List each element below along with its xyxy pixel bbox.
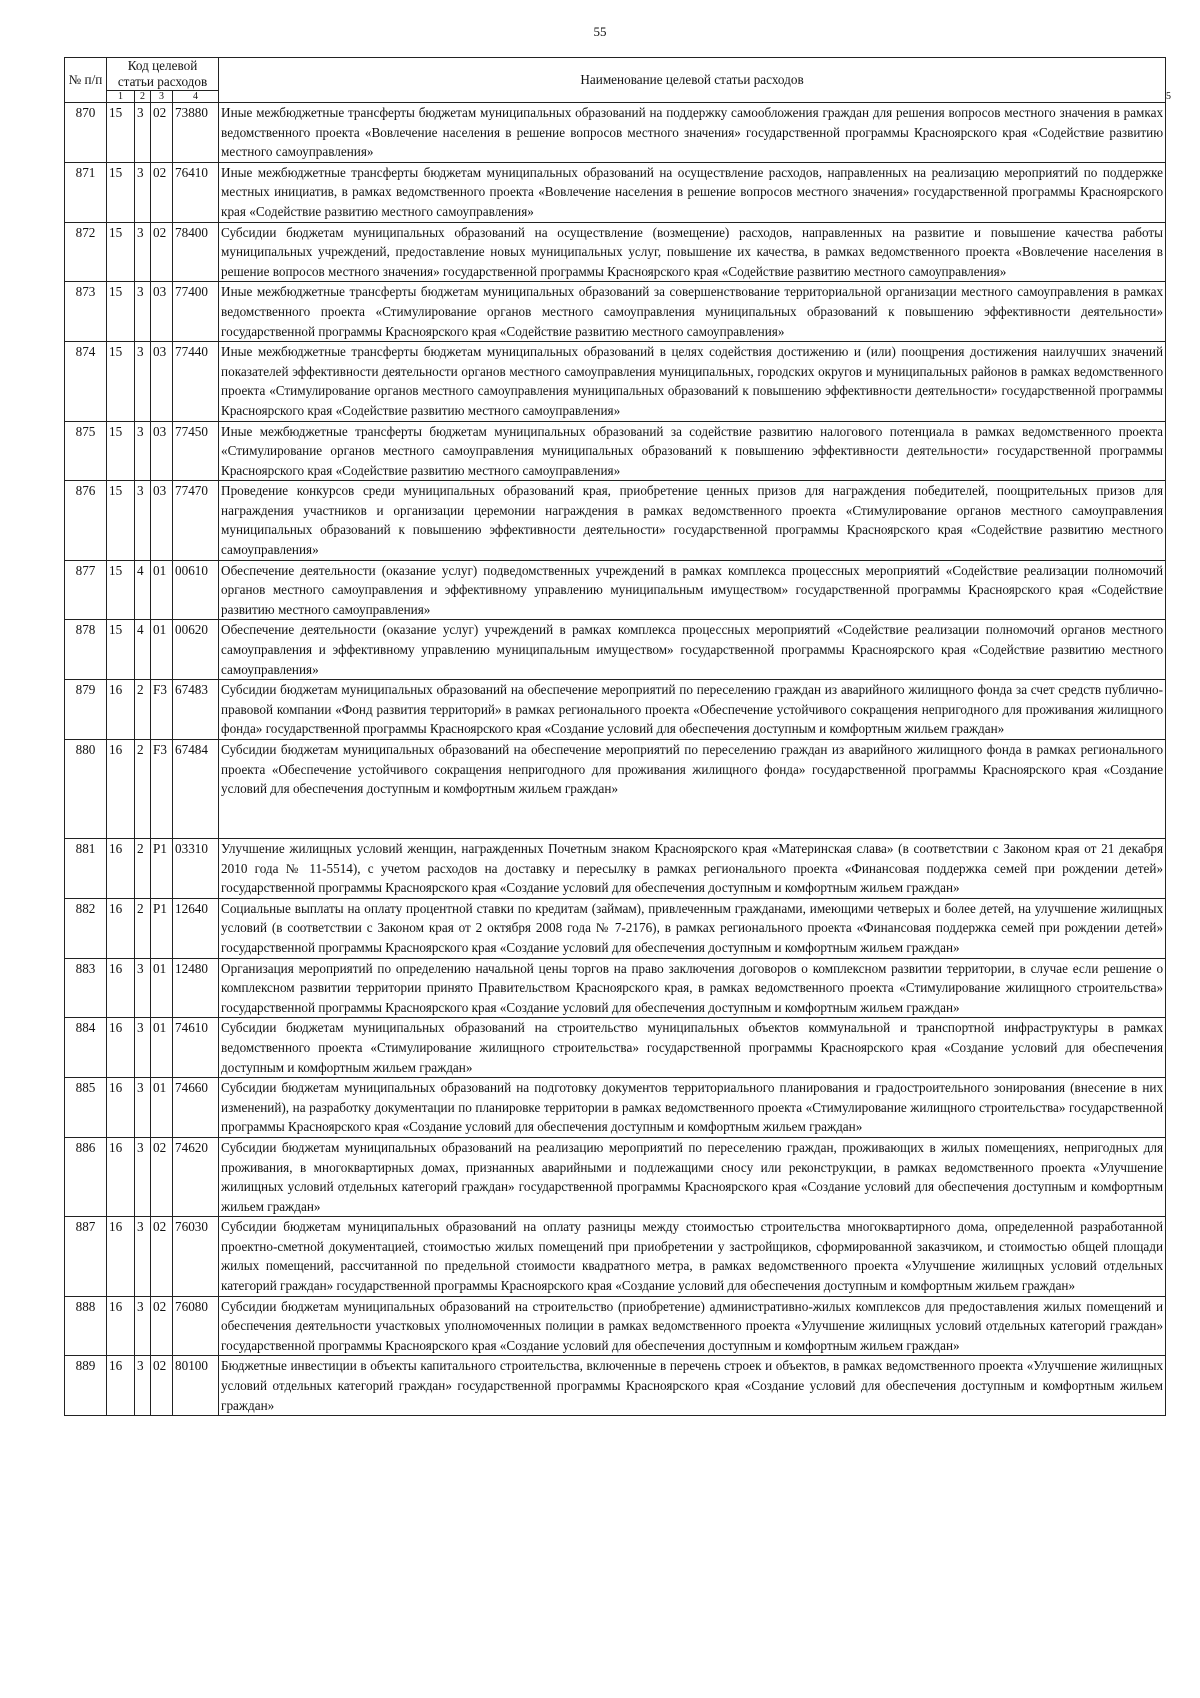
code-part-2: 4: [135, 620, 151, 680]
code-part-3: 03: [151, 342, 173, 421]
code-part-3: 01: [151, 560, 173, 620]
table-body: [65, 103, 1166, 1416]
code-part-3: F3: [151, 680, 173, 740]
code-part-2: 3: [135, 162, 151, 222]
expenditure-name: Субсидии бюджетам муниципальных образований на строительство муниципальных объектов коммунальной и транспортной инфраструктуры в рамках ведомственного проекта «Стимулирование жилищного строительства» государственной программы Красноярского края «Создание условий для обеспечения доступным и комфортным жильем граждан»: [219, 1018, 1166, 1078]
expenditure-name: Иные межбюджетные трансферты бюджетам муниципальных образований на осуществление расходов, направленных на реализацию мероприятий по поддержке местных инициатив, в рамках ведомственного проекта «Вовлечение населения в решение вопросов местного значения» государственной программы Красноярского края «Содействие развитию местного самоуправления»: [219, 162, 1166, 222]
row-number: 882: [65, 898, 107, 958]
header-name: Наименование целевой статьи расходов: [219, 58, 1166, 103]
code-part-4: 77470: [173, 481, 219, 560]
expenditure-name: Иные межбюджетные трансферты бюджетам муниципальных образований в целях содействия достижению и (или) поощрения достижения наилучших значений показателей эффективности деятельности органов местного самоуправления муниципальных, городских округов и муниципальных районов в рамках ведомственного проекта «Стимулирование органов местного самоуправления муниципальных образований к повышению эффективности деятельности» государственной программы Красноярского края «Содействие развитию местного самоуправления»: [219, 342, 1166, 421]
column-number: 4: [173, 91, 219, 103]
code-part-1: 16: [107, 1217, 135, 1296]
code-part-1: 16: [107, 740, 135, 839]
code-part-2: 3: [135, 1078, 151, 1138]
row-number: 878: [65, 620, 107, 680]
expenditure-name: Субсидии бюджетам муниципальных образований на реализацию мероприятий по переселению граждан, проживающих в жилых помещениях, непригодных для проживания, в многоквартирных домах, признанных аварийными и подлежащими сносу или реконструкции, в рамках ведомственного проекта «Улучшение жилищных условий отдельных категорий граждан» государственной программы Красноярского края «Создание условий для обеспечения доступным и комфортным жильем граждан»: [219, 1137, 1166, 1216]
expenditure-name: Субсидии бюджетам муниципальных образований на обеспечение мероприятий по переселению граждан из аварийного жилищного фонда за счет средств публично-правовой компании «Фонд развития территорий» в рамках регионального проекта «Обеспечение устойчивого сокращения непригодного для проживания жилищного фонда» государственной программы Красноярского края «Создание условий для обеспечения доступным и комфортным жильем граждан»: [219, 680, 1166, 740]
code-part-3: 03: [151, 481, 173, 560]
code-part-4: 76080: [173, 1296, 219, 1356]
code-part-1: 15: [107, 560, 135, 620]
code-part-2: 2: [135, 839, 151, 899]
column-number: 1: [107, 91, 135, 103]
code-part-2: 3: [135, 958, 151, 1018]
code-part-3: 01: [151, 1018, 173, 1078]
table-row: [65, 162, 1166, 222]
code-part-4: 74610: [173, 1018, 219, 1078]
row-number: 877: [65, 560, 107, 620]
code-part-2: 3: [135, 481, 151, 560]
code-part-3: 02: [151, 1356, 173, 1416]
expenditure-name: Субсидии бюджетам муниципальных образований на строительство (приобретение) административно-жилых комплексов для предоставления жилых помещений и обеспечения деятельности участковых уполномоченных полиции в рамках ведомственного проекта «Улучшение жилищных условий отдельных категорий граждан» государственной программы Красноярского края «Создание условий для обеспечения доступным и комфортным жильем граждан»: [219, 1296, 1166, 1356]
row-number: 879: [65, 680, 107, 740]
expenditure-name: Субсидии бюджетам муниципальных образований на осуществление (возмещение) расходов, направленных на развитие и повышение качества работы муниципальных учреждений, предоставление новых муниципальных услуг, повышение их качества, в рамках ведомственного проекта «Вовлечение населения в решение вопросов местного значения» государственной программы Красноярского края «Содействие развитию местного самоуправления»: [219, 222, 1166, 282]
code-part-3: 02: [151, 1137, 173, 1216]
code-part-1: 16: [107, 1137, 135, 1216]
code-part-3: F3: [151, 740, 173, 839]
code-part-3: 01: [151, 1078, 173, 1138]
row-number: 872: [65, 222, 107, 282]
code-part-2: 3: [135, 103, 151, 163]
page-number: 55: [593, 24, 607, 39]
row-number: 875: [65, 421, 107, 481]
row-number: 888: [65, 1296, 107, 1356]
row-number: 886: [65, 1137, 107, 1216]
target-expenditure-table: [64, 57, 1172, 1416]
code-part-2: 3: [135, 1018, 151, 1078]
code-part-1: 16: [107, 1018, 135, 1078]
code-part-1: 15: [107, 421, 135, 481]
expenditure-name: Обеспечение деятельности (оказание услуг) учреждений в рамках комплекса процессных мероприятий «Содействие реализации полномочий органов местного самоуправления и эффективному управлению муниципальным имуществом» государственной программы Красноярского края «Содействие развитию местного самоуправления»: [219, 620, 1166, 680]
table-row: [65, 481, 1166, 560]
expenditure-name: Субсидии бюджетам муниципальных образований на подготовку документов территориального планирования и градостроительного зонирования (внесение в них изменений), на разработку документации по планировке территории в рамках ведомственного проекта «Стимулирование жилищного строительства» государственной программы Красноярского края «Создание условий для обеспечения доступным и комфортным жильем граждан»: [219, 1078, 1166, 1138]
code-part-4: 03310: [173, 839, 219, 899]
code-part-4: 77450: [173, 421, 219, 481]
table-row: [65, 421, 1166, 481]
expenditure-name: Социальные выплаты на оплату процентной ставки по кредитам (займам), привлеченным гражданами, имеющими четверых и более детей, на улучшение жилищных условий (в соответствии с Законом края от 2 октября 2008 года № 7-2176), в рамках регионального проекта «Финансовая поддержка семей при рождении детей» государственной программы Красноярского края «Создание условий для обеспечения доступным и комфортным жильем граждан»: [219, 898, 1166, 958]
table-row: [65, 342, 1166, 421]
code-part-3: 01: [151, 958, 173, 1018]
code-part-4: 77440: [173, 342, 219, 421]
expenditure-name: Улучшение жилищных условий женщин, награжденных Почетным знаком Красноярского края «Материнская слава» (в соответствии с Законом края от 21 декабря 2010 года № 11-5514), с учетом расходов на доставку и пересылку в рамках регионального проекта «Финансовая поддержка семей при рождении детей» государственной программы Красноярского края «Создание условий для обеспечения доступным и комфортным жильем граждан»: [219, 839, 1166, 899]
table-row: [65, 282, 1166, 342]
table-row: [65, 740, 1166, 839]
code-part-2: 3: [135, 222, 151, 282]
code-part-1: 15: [107, 162, 135, 222]
column-number: 2: [135, 91, 151, 103]
row-number: 871: [65, 162, 107, 222]
code-part-4: 76410: [173, 162, 219, 222]
code-part-1: 16: [107, 680, 135, 740]
code-part-1: 15: [107, 342, 135, 421]
table-row: [65, 222, 1166, 282]
code-part-2: 3: [135, 421, 151, 481]
code-part-1: 16: [107, 1356, 135, 1416]
code-part-3: 02: [151, 1296, 173, 1356]
expenditure-name: Субсидии бюджетам муниципальных образований на оплату разницы между стоимостью строительства многоквартирного дома, определенной разработанной проектно-сметной документацией, стоимостью жилых помещений при приобретении у застройщиков, сформированной заказчиком, и стоимостью общей площади жилых помещений, рассчитанной по предельной стоимости квадратного метра, в рамках ведомственного проекта «Улучшение жилищных условий отдельных категорий граждан» государственной программы Красноярского края «Создание условий для обеспечения доступным и комфортным жильем граждан»: [219, 1217, 1166, 1296]
code-part-2: 3: [135, 282, 151, 342]
code-part-1: 16: [107, 898, 135, 958]
code-part-2: 3: [135, 1217, 151, 1296]
table-row: [65, 560, 1166, 620]
code-part-4: 78400: [173, 222, 219, 282]
code-part-3: 03: [151, 282, 173, 342]
code-part-4: 00620: [173, 620, 219, 680]
expenditure-name: Иные межбюджетные трансферты бюджетам муниципальных образований за содействие развитию налогового потенциала в рамках ведомственного проекта «Стимулирование органов местного самоуправления муниципальных образований к повышению эффективности деятельности» государственной программы Красноярского края «Содействие развитию местного самоуправления»: [219, 421, 1166, 481]
code-part-2: 2: [135, 898, 151, 958]
code-part-4: 12480: [173, 958, 219, 1018]
code-part-1: 16: [107, 958, 135, 1018]
code-part-4: 76030: [173, 1217, 219, 1296]
code-part-2: 3: [135, 1137, 151, 1216]
row-number: 889: [65, 1356, 107, 1416]
table-row: [65, 958, 1166, 1018]
code-part-3: 02: [151, 103, 173, 163]
table-row: [65, 680, 1166, 740]
row-number: 881: [65, 839, 107, 899]
code-part-1: 16: [107, 839, 135, 899]
row-number: 884: [65, 1018, 107, 1078]
expenditure-name: Проведение конкурсов среди муниципальных образований края, приобретение ценных призов для награждения победителей, поощрительных призов для награждения участников и организации церемонии награждения в рамках ведомственного проекта «Стимулирование органов местного самоуправления муниципальных образований к повышению эффективности деятельности» государственной программы Красноярского края «Содействие развитию местного самоуправления»: [219, 481, 1166, 560]
code-part-2: 2: [135, 680, 151, 740]
expenditure-name: Иные межбюджетные трансферты бюджетам муниципальных образований на поддержку самообложения граждан для решения вопросов местного значения в рамках ведомственного проекта «Вовлечение населения в решение вопросов местного значения» государственной программы Красноярского края «Содействие развитию местного самоуправления»: [219, 103, 1166, 163]
table-header-row: [65, 58, 1166, 91]
code-part-4: 80100: [173, 1356, 219, 1416]
code-part-4: 77400: [173, 282, 219, 342]
expenditure-name: Субсидии бюджетам муниципальных образований на обеспечение мероприятий по переселению граждан из аварийного жилищного фонда в рамках регионального проекта «Обеспечение устойчивого сокращения непригодного для проживания жилищного фонда» государственной программы Красноярского края «Создание условий для обеспечения доступным и комфортным жильем граждан»: [219, 740, 1166, 839]
expenditure-name: Бюджетные инвестиции в объекты капитального строительства, включенные в перечень строек и объектов, в рамках ведомственного проекта «Улучшение жилищных условий отдельных категорий граждан» государственной программы Красноярского края «Создание условий для обеспечения доступным и комфортным жильем граждан»: [219, 1356, 1166, 1416]
expenditure-name: Обеспечение деятельности (оказание услуг) подведомственных учреждений в рамках комплекса процессных мероприятий «Содействие реализации полномочий органов местного самоуправления и эффективному управлению муниципальным имуществом» государственной программы Красноярского края «Содействие развитию местного самоуправления»: [219, 560, 1166, 620]
table-row: [65, 898, 1166, 958]
code-part-4: 00610: [173, 560, 219, 620]
code-part-3: 03: [151, 421, 173, 481]
code-part-3: 02: [151, 222, 173, 282]
code-part-3: P1: [151, 839, 173, 899]
code-part-2: 3: [135, 342, 151, 421]
code-part-4: 12640: [173, 898, 219, 958]
code-part-3: 02: [151, 1217, 173, 1296]
table-row: [65, 1356, 1166, 1416]
code-part-4: 74620: [173, 1137, 219, 1216]
code-part-2: 3: [135, 1296, 151, 1356]
row-number: 874: [65, 342, 107, 421]
table-row: [65, 620, 1166, 680]
code-part-1: 15: [107, 282, 135, 342]
row-number: 870: [65, 103, 107, 163]
header-code-group: Код целевой статьи расходов: [107, 58, 219, 91]
column-number: 3: [151, 91, 173, 103]
table-row: [65, 103, 1166, 163]
table-row: [65, 839, 1166, 899]
code-part-3: 02: [151, 162, 173, 222]
code-part-3: 01: [151, 620, 173, 680]
row-number: 885: [65, 1078, 107, 1138]
code-part-1: 15: [107, 222, 135, 282]
table-row: [65, 1018, 1166, 1078]
table-row: [65, 1078, 1166, 1138]
row-number: 880: [65, 740, 107, 839]
header-number: № п/п: [65, 58, 107, 103]
code-part-4: 74660: [173, 1078, 219, 1138]
row-number: 873: [65, 282, 107, 342]
column-numbering-row: 1 2 3 4 5: [65, 91, 1166, 103]
code-part-1: 15: [107, 103, 135, 163]
table-row: [65, 1217, 1166, 1296]
code-part-2: 2: [135, 740, 151, 839]
code-part-1: 16: [107, 1296, 135, 1356]
code-part-2: 4: [135, 560, 151, 620]
table-row: [65, 1137, 1166, 1216]
code-part-4: 67483: [173, 680, 219, 740]
expenditure-name: Организация мероприятий по определению начальной цены торгов на право заключения договоров о комплексном развитии территории, в случае если решение о комплексном развитии территории принято Правительством Красноярского края, в рамках ведомственного проекта «Стимулирование жилищного строительства» государственной программы Красноярского края «Создание условий для обеспечения доступным и комфортным жильем граждан»: [219, 958, 1166, 1018]
expenditure-name: Иные межбюджетные трансферты бюджетам муниципальных образований за совершенствование территориальной организации местного самоуправления в рамках ведомственного проекта «Стимулирование органов местного самоуправления муниципальных образований к повышению эффективности деятельности» государственной программы Красноярского края «Содействие развитию местного самоуправления»: [219, 282, 1166, 342]
code-part-1: 15: [107, 481, 135, 560]
code-part-3: P1: [151, 898, 173, 958]
row-number: 883: [65, 958, 107, 1018]
code-part-1: 16: [107, 1078, 135, 1138]
code-part-4: 73880: [173, 103, 219, 163]
code-part-1: 15: [107, 620, 135, 680]
table-row: [65, 1296, 1166, 1356]
row-number: 887: [65, 1217, 107, 1296]
code-part-4: 67484: [173, 740, 219, 839]
row-number: 876: [65, 481, 107, 560]
code-part-2: 3: [135, 1356, 151, 1416]
